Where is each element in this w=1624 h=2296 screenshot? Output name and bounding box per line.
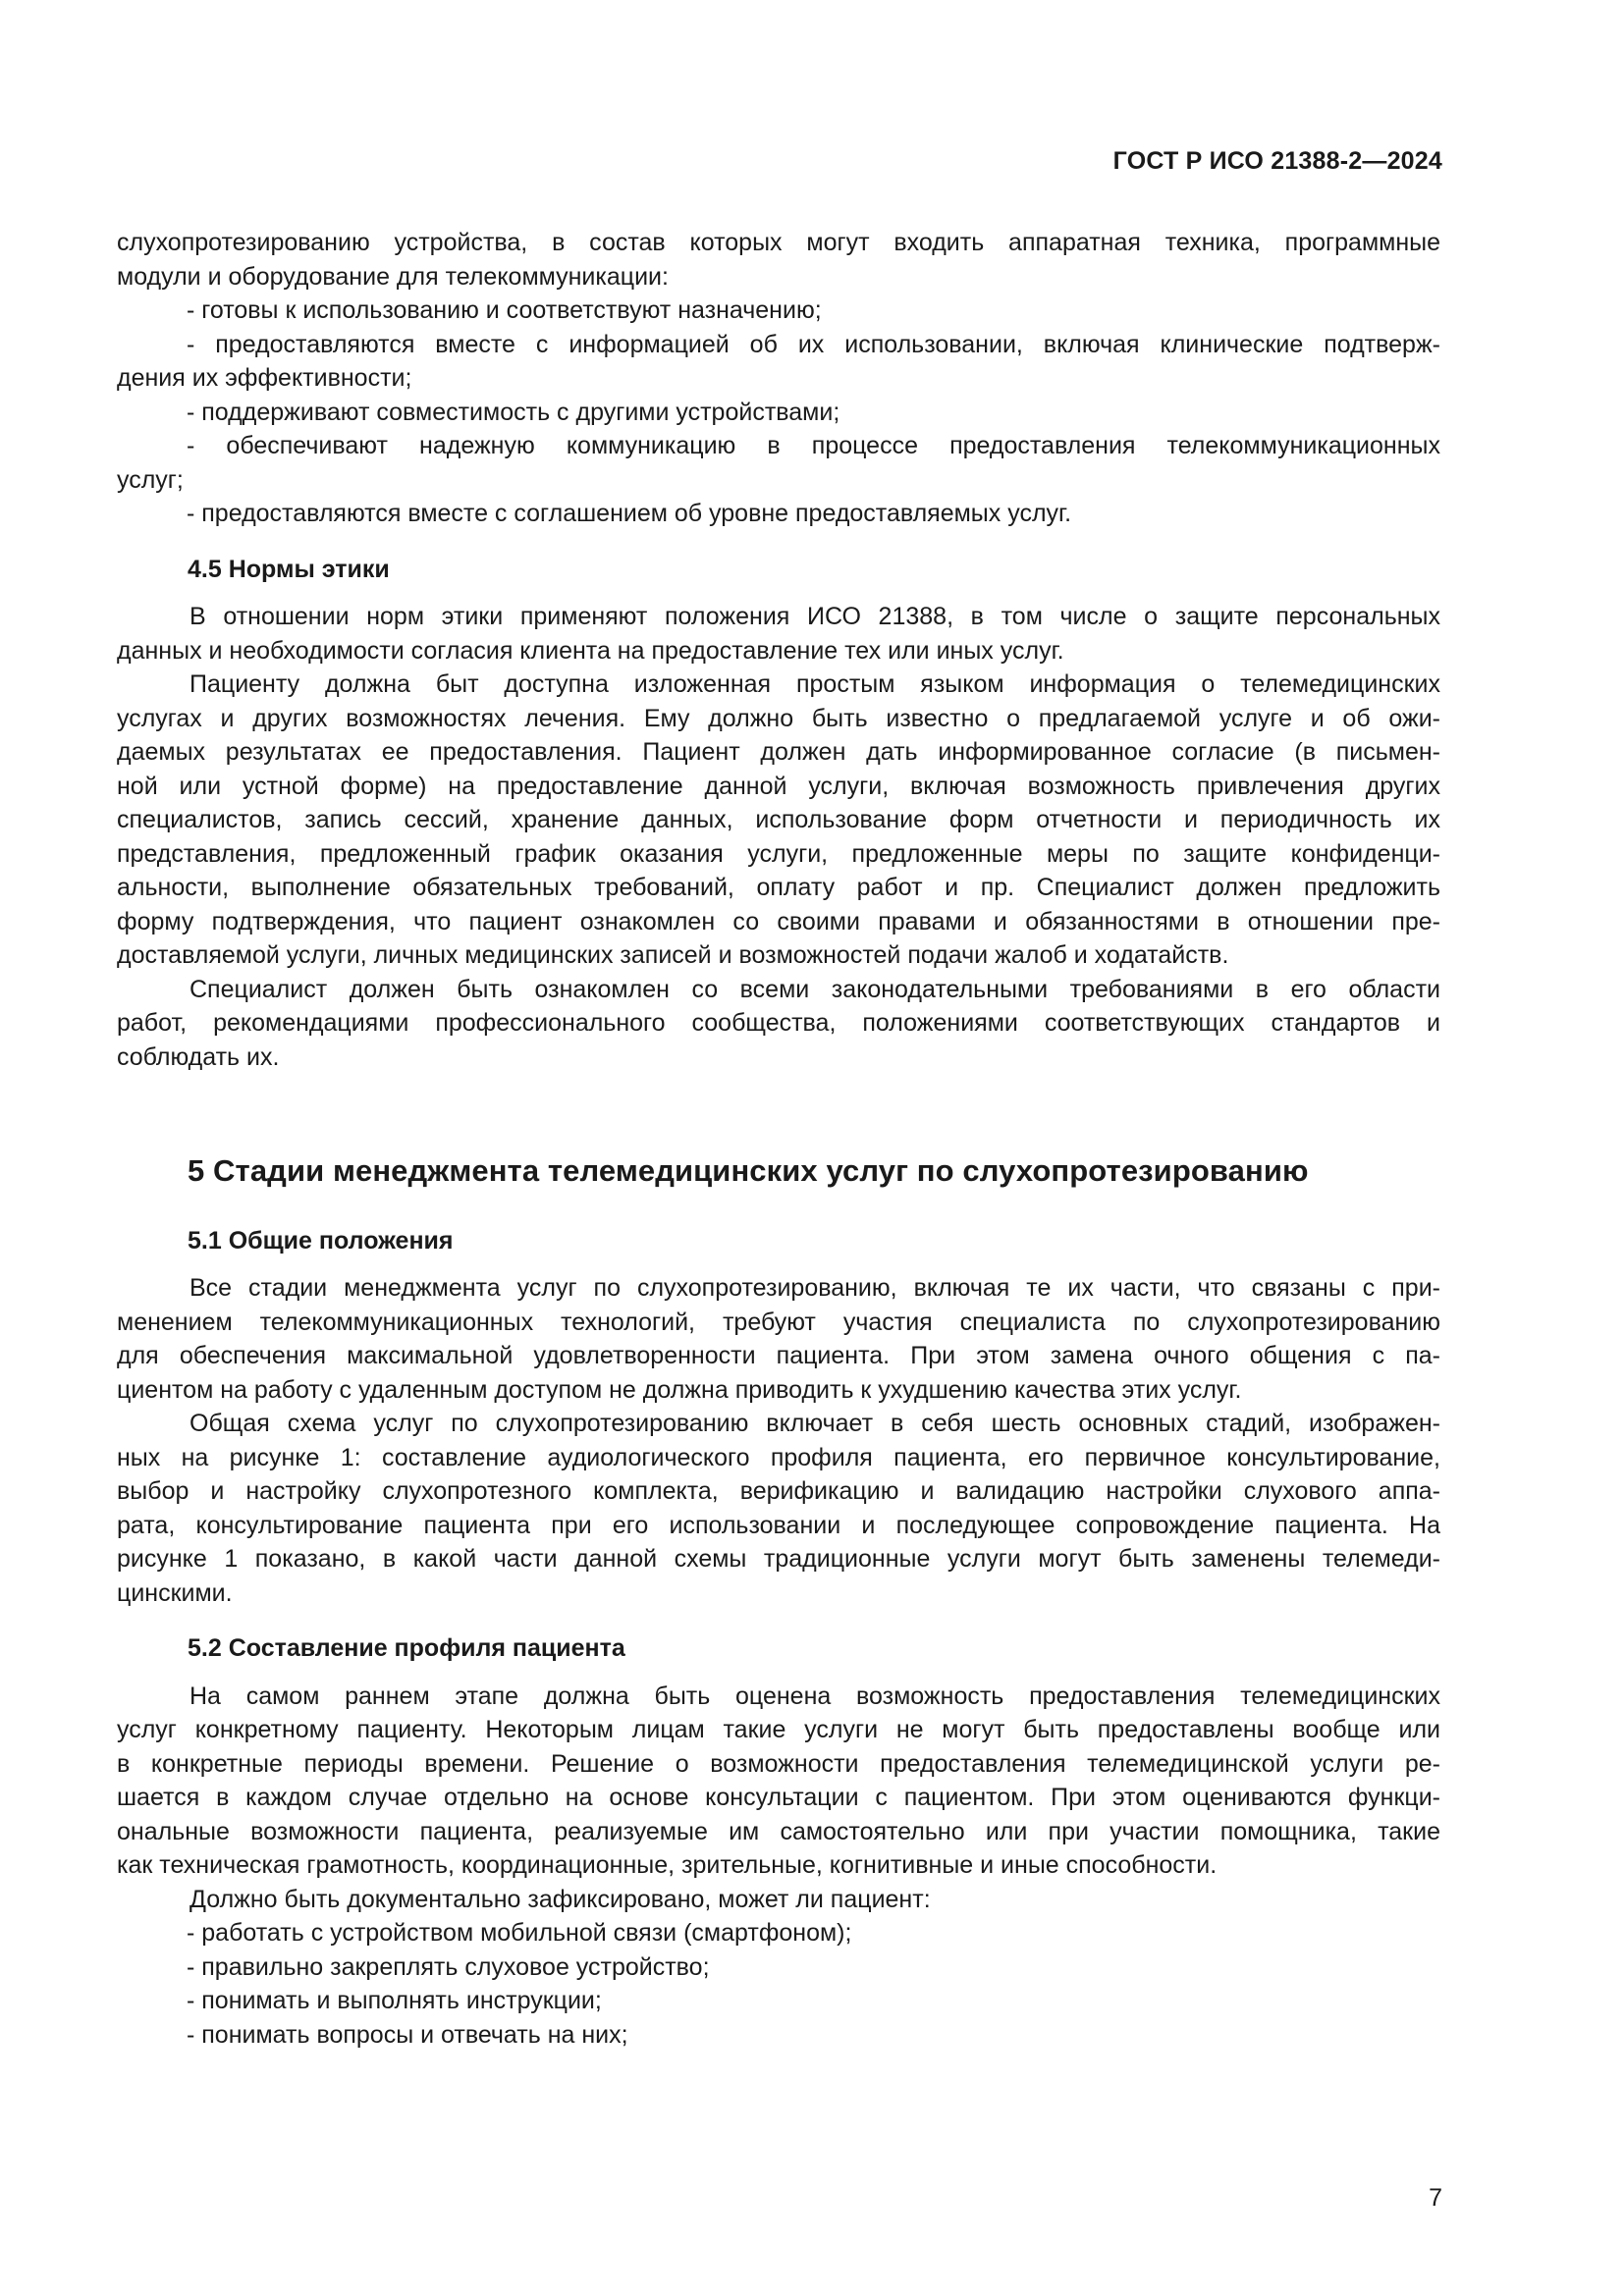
paragraph-line: Все стадии менеджмента услуг по слухопротезированию, включая те их части, что связаны с при-: [189, 1274, 1440, 1302]
list-item: - предоставляются вместе с соглашением об уровне предоставляемых услуг.: [187, 500, 1072, 527]
list-item: - готовы к использованию и соответствуют назначению;: [187, 296, 822, 324]
section-heading-5-1: 5.1 Общие положения: [188, 1226, 454, 1255]
paragraph-line: услугах и других возможностях лечения. Ему должно быть известно о предлагаемой услуге и об ожи-: [117, 704, 1440, 732]
list-item: - правильно закреплять слуховое устройство;: [187, 1952, 710, 1981]
paragraph-line: выбор и настройку слухопротезного комплекта, верификацию и валидацию настройки слухового аппа-: [117, 1477, 1440, 1505]
paragraph-line: услуг конкретному пациенту. Некоторым лицам такие услуги не могут быть предоставлены вообще или: [117, 1716, 1440, 1743]
paragraph-line: Пациенту должна быт доступна изложенная простым языком информация о телемедицинских: [189, 670, 1440, 698]
paragraph-line: Специалист должен быть ознакомлен со всеми законодательными требованиями в его области: [189, 975, 1440, 1003]
document-id-header: ГОСТ Р ИСО 21388-2—2024: [1112, 147, 1442, 175]
paragraph-line: В отношении норм этики применяют положения ИСО 21388, в том числе о защите персональных: [189, 603, 1440, 630]
paragraph-line: специалистов, запись сессий, хранение данных, использование форм отчетности и периодичность их: [117, 806, 1440, 833]
paragraph-line: циентом на работу с удаленным доступом не должна приводить к ухудшению качества этих услуг.: [117, 1375, 1242, 1404]
paragraph-line: Должно быть документально зафиксировано, может ли пациент:: [189, 1885, 931, 1913]
list-item: - обеспечивают надежную коммуникацию в процессе предоставления телекоммуникационных: [187, 432, 1440, 459]
paragraph-line: в конкретные периоды времени. Решение о возможности предоставления телемедицинской услуги ре-: [117, 1749, 1440, 1778]
intro-line: слухопротезированию устройства, в состав которых могут входить аппаратная техника, программные: [117, 229, 1440, 256]
paragraph-line: как техническая грамотность, координационные, зрительные, когнитивные и иные способности.: [117, 1851, 1218, 1879]
paragraph-line: менением телекоммуникационных технологий, требуют участия специалиста по слухопротезированию: [117, 1308, 1440, 1336]
paragraph-line: рисунке 1 показано, в какой части данной схемы традиционные услуги могут быть заменены телемеди-: [117, 1545, 1440, 1573]
page-number: 7: [1429, 2184, 1442, 2212]
paragraph-line: доставляемой услуги, личных медицинских записей и возможностей подачи жалоб и ходатайств.: [117, 941, 1229, 969]
list-item: - работать с устройством мобильной связи (смартфоном);: [187, 1919, 852, 1947]
paragraph-line: шается в каждом случае отдельно на основе консультации с пациентом. При этом оцениваются функци-: [117, 1784, 1440, 1811]
list-item: - предоставляются вместе с информацией об их использовании, включая клинические подтверж-: [187, 330, 1440, 358]
paragraph-line: альности, выполнение обязательных требований, оплату работ и пр. Специалист должен предложить: [117, 874, 1440, 901]
paragraph-line: даемых результатах ее предоставления. Пациент должен дать информированное согласие (в письмен-: [117, 738, 1440, 766]
list-item: - понимать вопросы и отвечать на них;: [187, 2020, 628, 2049]
section-heading-4-5: 4.5 Нормы этики: [188, 555, 390, 583]
paragraph-line: ной или устной форме) на предоставление данной услуги, включая возможность привлечения других: [117, 772, 1440, 800]
paragraph-line: форму подтверждения, что пациент ознакомлен со своими правами и обязанностями в отношении пре-: [117, 907, 1440, 935]
section-heading-5-2: 5.2 Составление профиля пациента: [188, 1634, 625, 1662]
paragraph-line: цинскими.: [117, 1578, 233, 1607]
paragraph-line: ональные возможности пациента, реализуемые им самостоятельно или при участии помощника, такие: [117, 1817, 1440, 1845]
paragraph-line: соблюдать их.: [117, 1042, 280, 1071]
paragraph-line: для обеспечения максимальной удовлетворенности пациента. При этом замена очного общения с па-: [117, 1342, 1440, 1369]
paragraph-line: На самом раннем этапе должна быть оценена возможность предоставления телемедицинских: [189, 1682, 1440, 1710]
paragraph-line: представления, предложенный график оказания услуги, предложенные меры по защите конфиденци-: [117, 839, 1440, 868]
list-item-continuation: услуг;: [117, 465, 184, 494]
document-body: [117, 226, 1440, 2052]
paragraph-line: Общая схема услуг по слухопротезированию включает в себя шесть основных стадий, изображен-: [189, 1410, 1440, 1437]
intro-line: модули и оборудование для телекоммуникации:: [117, 262, 669, 291]
section-heading-5: 5 Стадии менеджмента телемедицинских услуг по слухопротезированию: [188, 1153, 1309, 1188]
paragraph-line: ных на рисунке 1: составление аудиологического профиля пациента, его первичное консультирование,: [117, 1443, 1440, 1471]
list-item: - понимать и выполнять инструкции;: [187, 1987, 602, 2014]
paragraph-line: работ, рекомендациями профессионального сообщества, положениями соответствующих стандартов и: [117, 1009, 1440, 1037]
list-item: - поддерживают совместимость с другими устройствами;: [187, 398, 840, 426]
paragraph-line: рата, консультирование пациента при его использовании и последующее сопровождение пациента. На: [117, 1511, 1440, 1539]
paragraph-line: данных и необходимости согласия клиента на предоставление тех или иных услуг.: [117, 636, 1064, 665]
list-item-continuation: дения их эффективности;: [117, 364, 412, 392]
